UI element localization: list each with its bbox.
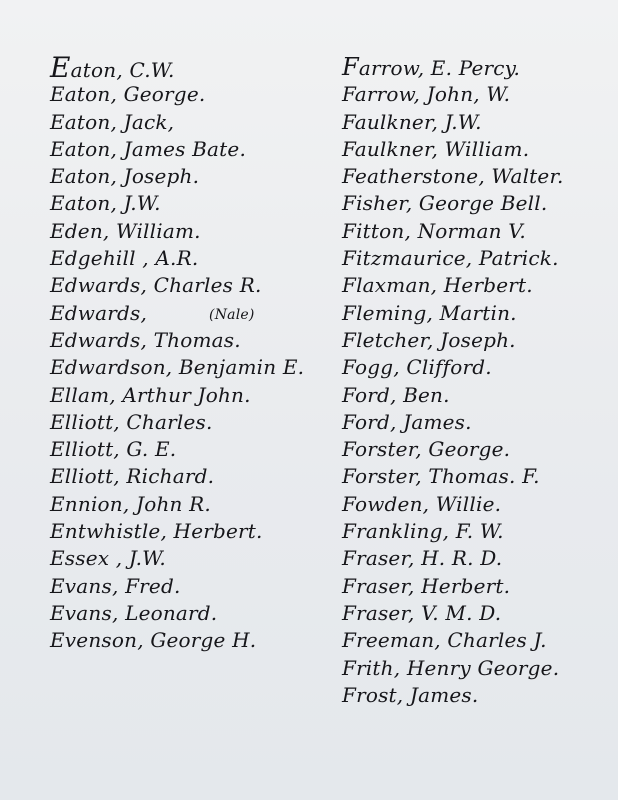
name-entry [342,218,602,245]
name-entry [342,54,602,81]
entry-name: Edwards, [50,300,148,325]
entry-name: Eaton, George. [50,82,206,107]
entry-name: Featherstone, Walter. [342,164,564,189]
name-entry [342,245,602,272]
entry-name: Forster, Thomas. F. [342,464,540,489]
name-entry [342,600,602,627]
name-entry [50,491,320,518]
name-entry [50,600,320,627]
name-entry [342,491,602,518]
name-entry [50,627,320,654]
entry-name: Fraser, Herbert. [342,573,511,598]
entry-name: Fisher, George Bell. [342,191,548,216]
entry-name: Evans, Fred. [50,573,181,598]
name-entry [50,51,320,84]
name-entry [50,327,320,354]
entry-name: Fitzmaurice, Patrick. [342,246,559,271]
entry-name: Farrow, E. Percy. [342,53,521,81]
entry-name: Ennion, John R. [50,491,211,516]
entry-note: (Nale) [209,306,255,323]
entry-name: Edwardson, Benjamin E. [50,355,305,380]
entry-name: Elliott, G. E. [50,437,177,462]
entry-name: Ellam, Arthur John. [50,382,251,407]
name-entry [342,136,602,163]
name-entry [342,190,602,217]
entry-name: Eaton, Joseph. [50,164,200,189]
name-entry [50,518,320,545]
entry-name: Essex , J.W. [50,546,166,571]
entry-name: Frith, Henry George. [342,655,560,680]
entry-name: Edwards, Thomas. [50,327,241,352]
names-column-right [342,54,602,709]
name-entry [342,300,602,327]
name-entry [342,463,602,490]
name-entry [50,545,320,572]
entry-name: Eaton, Jack, [50,109,175,134]
entry-name: Fraser, V. M. D. [342,600,502,625]
entry-name: Flaxman, Herbert. [342,273,533,298]
entry-name: Ford, James. [342,409,472,434]
entry-name: Fraser, H. R. D. [342,546,503,571]
entry-name: Forster, George. [342,437,511,462]
entry-name: Frankling, F. W. [342,519,504,544]
entry-name: Fitton, Norman V. [342,218,526,243]
name-entry [342,81,602,108]
name-entry [50,163,320,190]
name-entry [342,354,602,381]
name-entry [50,436,320,463]
name-entry [50,109,320,136]
name-entry [50,136,320,163]
entry-name: Faulkner, William. [342,136,530,161]
entry-name: Fowden, Willie. [342,491,502,516]
name-entry [342,545,602,572]
name-entry [50,190,320,217]
name-entry [50,245,320,272]
name-entry [50,300,320,327]
name-entry [342,682,602,709]
name-entry [342,382,602,409]
name-entry [50,218,320,245]
entry-name: Freeman, Charles J. [342,628,547,653]
entry-name: Evans, Leonard. [50,600,218,625]
name-entry [342,163,602,190]
name-entry [50,354,320,381]
name-entry [342,327,602,354]
entry-name: Eden, William. [50,218,201,243]
names-column-left [50,51,320,655]
entry-name: Fogg, Clifford. [342,355,492,380]
name-entry [342,436,602,463]
entry-name: Farrow, John, W. [342,82,511,107]
entry-name: Eaton, C.W. [50,51,175,84]
entry-name: Edwards, Charles R. [50,273,262,298]
entry-name: Eaton, James Bate. [50,136,247,161]
name-entry [50,573,320,600]
name-entry [50,382,320,409]
name-entry [342,409,602,436]
name-entry [50,81,320,108]
name-entry [342,655,602,682]
name-entry [342,109,602,136]
entry-name: Entwhistle, Herbert. [50,519,263,544]
entry-name: Fletcher, Joseph. [342,327,516,352]
entry-name: Elliott, Richard. [50,464,215,489]
name-entry [342,272,602,299]
name-entry [342,627,602,654]
entry-name: Frost, James. [342,682,479,707]
entry-name: Fleming, Martin. [342,300,517,325]
entry-name: Edgehill , A.R. [50,246,199,271]
entry-name: Eaton, J.W. [50,191,161,216]
name-entry [50,409,320,436]
name-entry [342,518,602,545]
entry-name: Elliott, Charles. [50,409,213,434]
entry-name: Faulkner, J.W. [342,109,482,134]
entry-name: Ford, Ben. [342,382,450,407]
name-entry [50,272,320,299]
entry-name: Evenson, George H. [50,628,257,653]
name-entry [50,463,320,490]
name-entry [342,573,602,600]
